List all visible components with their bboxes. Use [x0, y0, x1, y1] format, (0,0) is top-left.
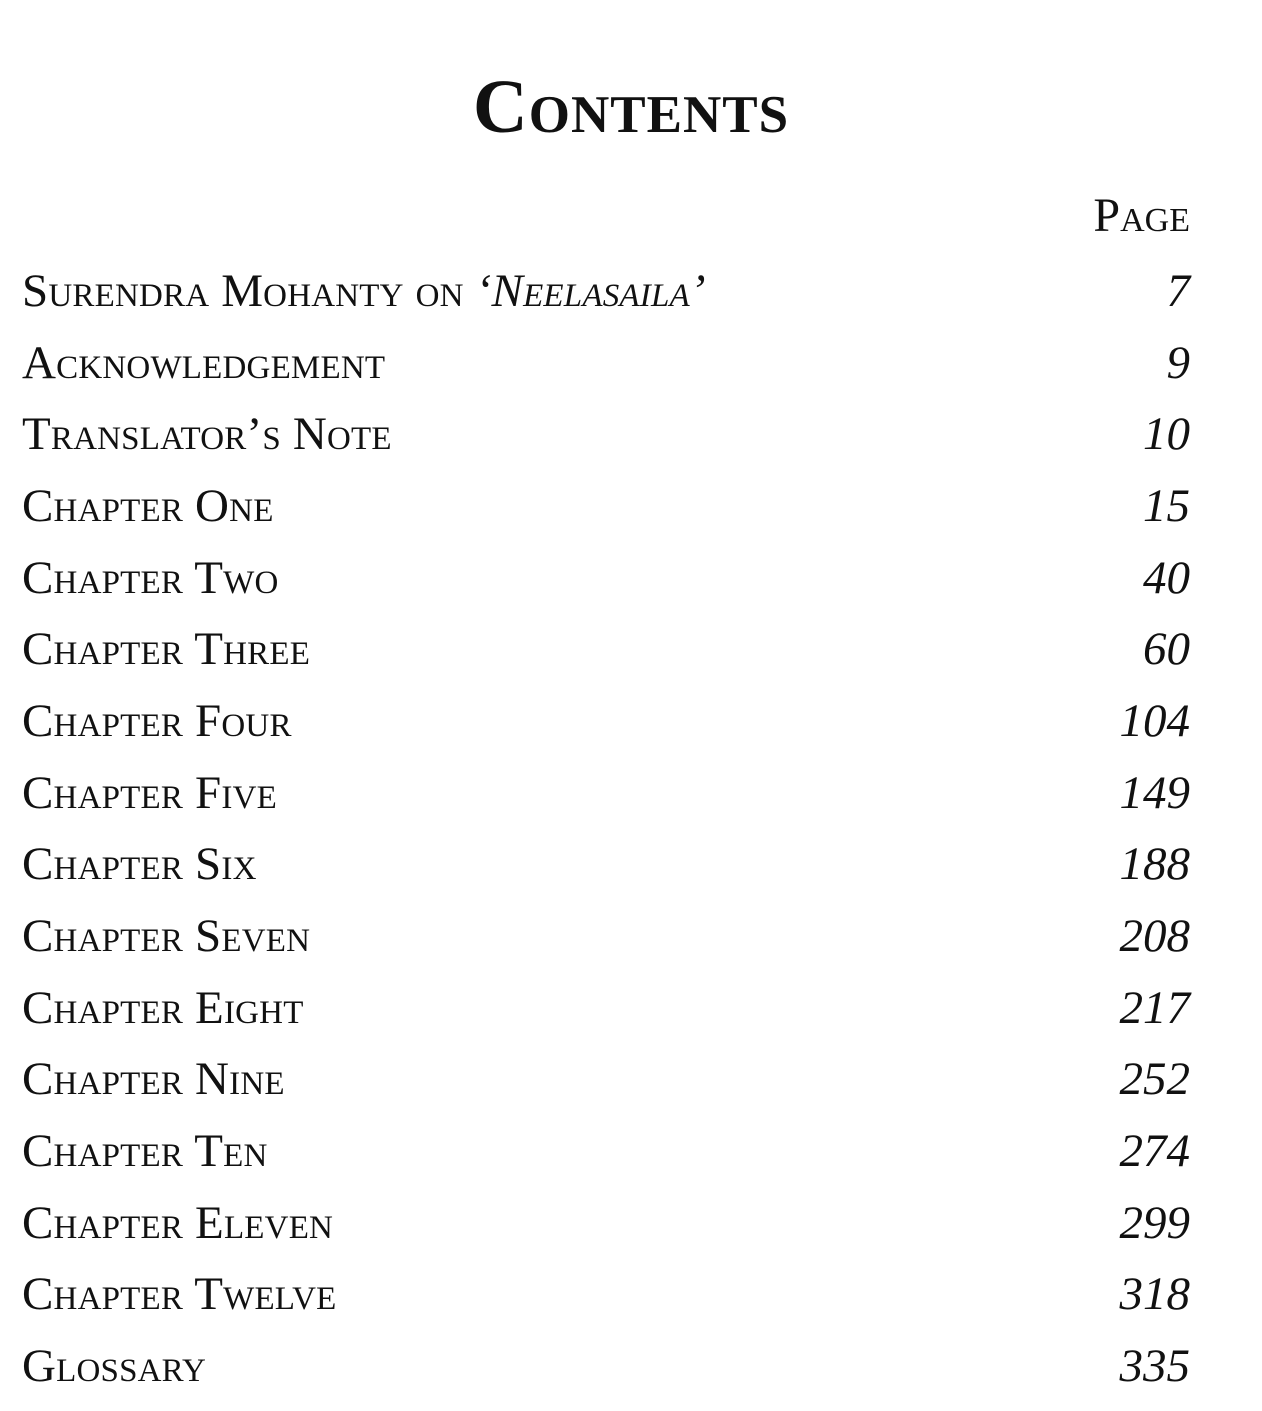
toc-entry-page: 60 [1143, 623, 1190, 676]
toc-entry-page: 40 [1143, 551, 1190, 604]
toc-entry-title: Chapter Ten [22, 1125, 268, 1178]
toc-entry[interactable] [22, 685, 1190, 757]
toc-entry[interactable] [22, 757, 1190, 829]
toc-entry-page: 188 [1119, 838, 1190, 891]
toc-entry[interactable] [22, 398, 1190, 470]
toc-entry[interactable] [22, 255, 1190, 327]
toc-entry-title: Chapter One [22, 479, 274, 532]
toc-entry-page: 252 [1119, 1053, 1190, 1106]
toc-entry-page: 299 [1119, 1196, 1190, 1249]
toc-entry-title: Acknowledgement [22, 336, 386, 389]
toc-entry-page: 274 [1119, 1125, 1190, 1178]
toc-entry-title: Chapter Eleven [22, 1196, 334, 1249]
toc-entry-title: Chapter Three [22, 623, 311, 676]
toc-entry-title: Chapter Twelve [22, 1268, 337, 1321]
toc-entry-title: Chapter Six [22, 838, 257, 891]
page-title: Contents [472, 64, 790, 149]
toc-entry[interactable] [22, 470, 1190, 542]
toc-entry-title: Chapter Two [22, 551, 279, 604]
toc-entry-title [22, 264, 706, 318]
page-column-header: Page [1093, 189, 1190, 242]
toc-entry[interactable] [22, 1044, 1190, 1116]
toc-entry-page: 9 [1166, 336, 1190, 389]
toc-entry-page: 217 [1119, 981, 1190, 1034]
toc-entry-title: Chapter Four [22, 694, 292, 747]
toc-entry[interactable] [22, 613, 1190, 685]
toc-entry-page: 10 [1143, 408, 1190, 461]
toc-entry[interactable] [22, 972, 1190, 1044]
toc-entry[interactable] [22, 1330, 1190, 1402]
toc-entry[interactable] [22, 829, 1190, 901]
toc-entry-title: Chapter Five [22, 766, 277, 819]
toc-entry[interactable] [22, 1115, 1190, 1187]
toc-entry[interactable] [22, 1187, 1190, 1259]
toc-entry[interactable] [22, 1259, 1190, 1331]
toc-entry-title: Translator’s Note [22, 408, 392, 461]
toc-entry-title: Chapter Eight [22, 981, 304, 1034]
toc-entry-page: 335 [1119, 1340, 1190, 1393]
toc-entry-page: 149 [1119, 766, 1190, 819]
toc-entry[interactable] [22, 327, 1190, 399]
toc-entry[interactable] [22, 542, 1190, 614]
toc-entry-page: 15 [1143, 479, 1190, 532]
toc-entry-title-text: Surendra Mohanty on [22, 264, 476, 317]
toc-entry[interactable] [22, 900, 1190, 972]
toc-entry-page: 318 [1119, 1268, 1190, 1321]
toc-entry-page: 104 [1119, 694, 1190, 747]
toc-entry-title: Chapter Nine [22, 1053, 285, 1106]
toc-entry-title: Chapter Seven [22, 910, 311, 963]
toc-entry-title: Glossary [22, 1340, 207, 1393]
toc-entry-title-italic: ‘Neelasaila’ [475, 264, 706, 317]
toc-entry-page: 7 [1166, 264, 1190, 317]
toc-entry-page: 208 [1119, 910, 1190, 963]
table-of-contents [22, 255, 1190, 1402]
